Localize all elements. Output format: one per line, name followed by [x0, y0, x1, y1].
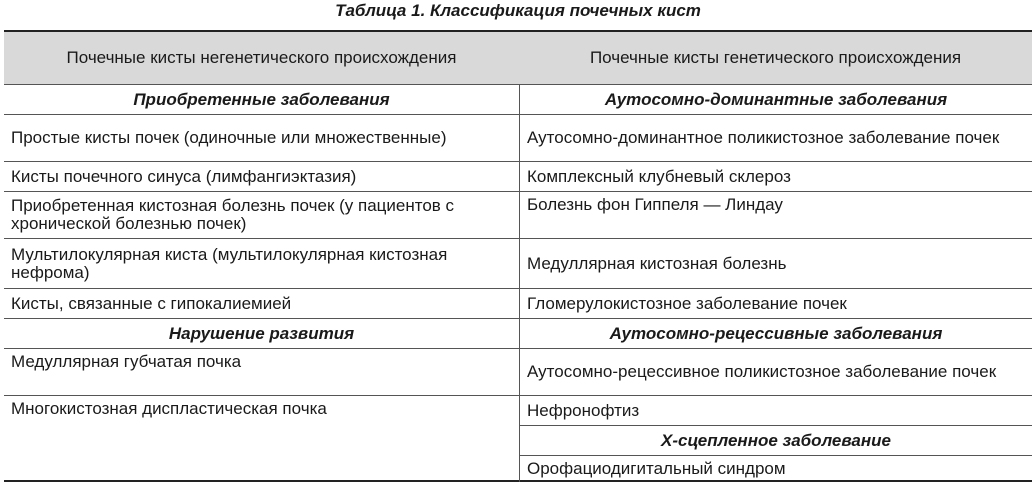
table-cell: Кисты почечного синуса (лимфангиэктазия) [11, 166, 357, 186]
table-cell: Медуллярная губчатая почка [11, 352, 242, 371]
header-genetic: Почечные кисты генетического происхождения [589, 48, 962, 67]
table-cell: Гломерулокистозное заболевание почек [527, 293, 847, 313]
header-nongenetic: Почечные кисты негенетического происхождения [66, 48, 457, 67]
table-cell: Многокистозная диспластическая почка [11, 399, 327, 418]
right-section-title-recessive: Аутосомно-рецессивные заболевания [609, 323, 943, 343]
table-header-row [4, 32, 1032, 85]
table-cell: Мультилокулярная киста (мультилокулярная кистозная нефрома) [11, 244, 448, 282]
table-cell: Простые кисты почек (одиночные или множественные) [11, 128, 447, 147]
right-section-title-xlinked: X-сцепленное заболевание [661, 430, 891, 450]
table-cell: Аутосомно-рецессивное поликистозное заболевание почек [527, 362, 997, 381]
right-section-title-dominant: Аутосомно-доминантные заболевания [604, 89, 948, 109]
table-cell: Нефронофтиз [527, 400, 640, 420]
table-cell: Аутосомно-доминантное поликистозное заболевание почек [527, 128, 1000, 147]
classification-table [4, 30, 1032, 482]
table-cell: Кисты, связанные с гипокалиемией [11, 293, 292, 313]
table-caption: Таблица 1. Классификация почечных кист [335, 1, 701, 20]
left-section-title-acquired: Приобретенные заболевания [133, 89, 390, 109]
table-cell: Приобретенная кистозная болезнь почек (у пациентов с хронической болезнью почек) [11, 196, 455, 233]
table-cell: Болезнь фон Гиппеля — Линдау [527, 195, 783, 214]
table-cell: Медуллярная кистозная болезнь [527, 253, 787, 273]
table-cell: Комплексный клубневый склероз [527, 166, 791, 186]
left-section-title-development: Нарушение развития [168, 323, 355, 343]
table-cell: Орофациодигитальный синдром [527, 459, 786, 478]
